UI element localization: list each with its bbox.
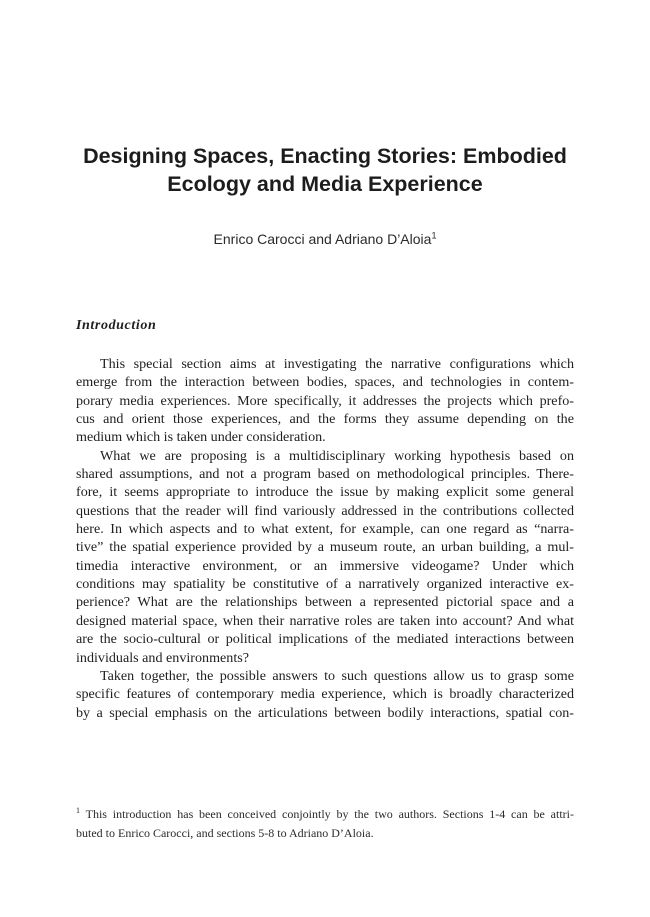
- paragraph-1: [76, 355, 574, 447]
- paragraph-3: [76, 667, 574, 722]
- paragraph-line: individuals and environments?: [76, 649, 250, 666]
- paragraph-line: cus and orient those experiences, and the forms they assume depending on the: [76, 411, 574, 428]
- section-heading-introduction: Introduction: [76, 318, 157, 333]
- paragraph-line: shared assumptions, and not a program based on methodological principles. There-: [76, 466, 574, 483]
- footnote-line-1: [76, 805, 574, 824]
- paragraph-line: medium which is taken under consideration.: [76, 429, 326, 446]
- paragraph-line: tive” the spatial experience provided by a museum route, an urban building, a mul-: [76, 539, 574, 556]
- paragraph-line: emerge from the interaction between bodies, spaces, and technologies in contem-: [76, 374, 574, 391]
- footnote: [76, 805, 574, 843]
- footnote-text: This introduction has been conceived conjointly by the two authors. Sections 1-4 can be attri-: [85, 807, 574, 821]
- introduction-body: [76, 355, 574, 722]
- footnote-marker: 1: [76, 806, 80, 815]
- paragraph-line: questions that the reader will find variously addressed in the contributions collected: [76, 502, 574, 519]
- paragraph-line: timedia interactive environment, or an immersive videogame? Under which: [76, 557, 574, 574]
- author-byline: [60, 229, 590, 249]
- paragraph-line: fore, it seems appropriate to introduce the issue by making explicit some general: [76, 484, 574, 501]
- paragraph-line: conditions may spatiality be constitutive of a narratively organized interactive ex-: [76, 576, 574, 593]
- paragraph-line: are the socio-cultural or political implications of the mediated interactions between: [76, 631, 574, 648]
- author-names: Enrico Carocci and Adriano D’Aloia: [213, 231, 432, 247]
- paragraph-line: here. In which aspects and to what extent, for example, can one regard as “narra-: [76, 521, 574, 538]
- paragraph-line: Taken together, the possible answers to such questions allow us to grasp some: [100, 667, 574, 684]
- article-title: [60, 142, 590, 198]
- paragraph-line: porary media experiences. More specifically, it addresses the projects which prefo-: [76, 392, 574, 409]
- paragraph-line: designed material space, when their narrative roles are taken into account? And what: [76, 612, 574, 629]
- paragraph-line: This special section aims at investigating the narrative configurations which: [100, 356, 574, 372]
- article-title-line-2: Ecology and Media Experience: [167, 172, 483, 196]
- paragraph-line: by a special emphasis on the articulations between bodily interactions, spatial con-: [76, 704, 574, 721]
- paragraph-line: perience? What are the relationships between a represented pictorial space and a: [76, 594, 574, 611]
- paragraph-2: [76, 447, 574, 667]
- paragraph-line: specific features of contemporary media experience, which is broadly characterized: [76, 686, 574, 703]
- article-title-line-1: Designing Spaces, Enacting Stories: Embodied: [83, 144, 567, 168]
- footnote-line-2: buted to Enrico Carocci, and sections 5-8 to Adriano D’Aloia.: [76, 826, 374, 840]
- paragraph-line: What we are proposing is a multidisciplinary working hypothesis based on: [100, 447, 574, 464]
- author-footnote-marker: 1: [431, 230, 437, 241]
